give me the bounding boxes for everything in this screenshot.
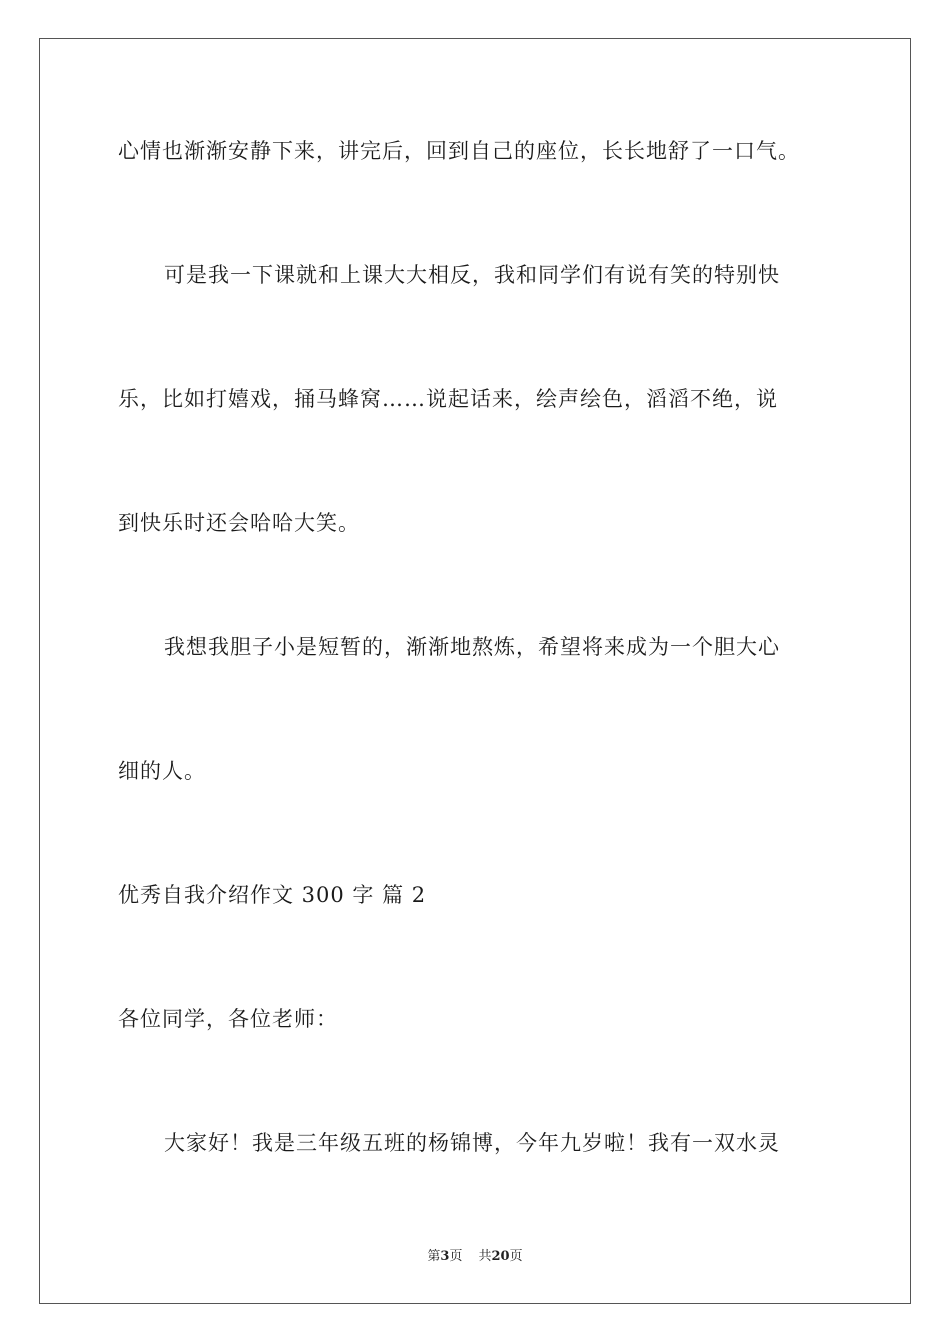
footer-prefix: 第: [427, 1249, 441, 1264]
footer-total-prefix: 共: [478, 1249, 492, 1264]
paragraph-line-3: 乐，比如打嬉戏，捅马蜂窝……说起话来，绘声绘色，滔滔不绝，说: [118, 387, 778, 411]
paragraph-line-7: 大家好！我是三年级五班的杨锦博，今年九岁啦！我有一双水灵: [164, 1131, 780, 1155]
paragraph-line-2: 可是我一下课就和上课大大相反，我和同学们有说有笑的特别快: [164, 263, 780, 287]
paragraph-line-1: 心情也渐渐安静下来，讲完后，回到自己的座位，长长地舒了一口气。: [118, 139, 800, 163]
salutation: 各位同学，各位老师：: [118, 1007, 338, 1031]
paragraph-line-5: 我想我胆子小是短暂的，渐渐地熬炼，希望将来成为一个胆大心: [164, 635, 780, 659]
footer-total-pages: 20: [491, 1249, 510, 1264]
paragraph-line-6: 细的人。: [118, 759, 206, 783]
footer-total-suffix: 页: [509, 1249, 523, 1264]
page-border: [39, 38, 911, 1304]
footer-page-suffix: 页: [449, 1249, 463, 1264]
section-heading: 优秀自我介绍作文 300 字 篇 2: [118, 883, 427, 907]
page-footer: [0, 1248, 950, 1266]
footer-page-number: 3: [440, 1249, 450, 1264]
paragraph-line-4: 到快乐时还会哈哈大笑。: [118, 511, 360, 535]
